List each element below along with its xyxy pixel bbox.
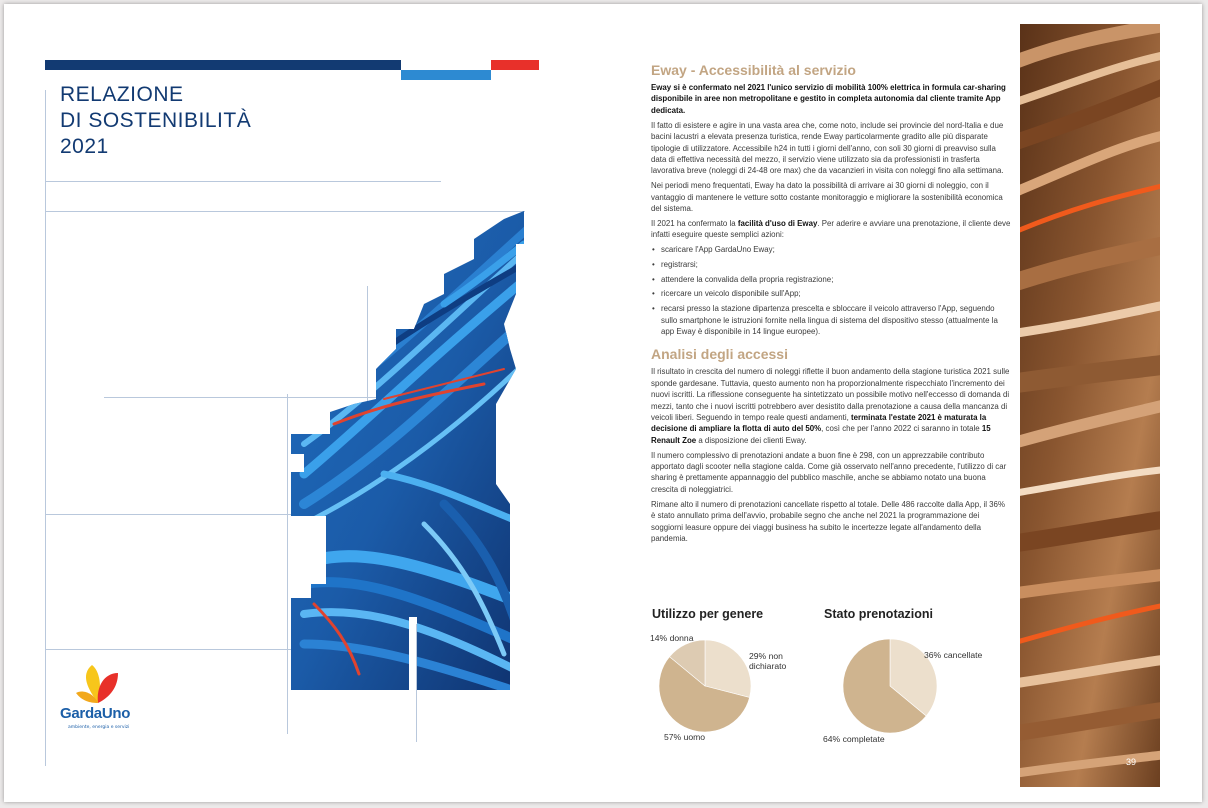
pie-chart-prenotazioni bbox=[843, 639, 937, 733]
steps-list bbox=[651, 244, 1011, 337]
pie-label-non-dichiarato: 29% non dichiarato bbox=[749, 651, 787, 671]
section-heading-accessi: Analisi degli accessi bbox=[651, 346, 788, 363]
paragraph: Nei periodi meno frequentati, Eway ha dato la possibilità di arrivare ai 30 giorni di noleggio, con il vantaggio di mantenere le vetture sotto costante monitoraggio e migliorare la sostenibilità economica del sistema. bbox=[651, 181, 1003, 214]
logo-tagline: ambiente, energia e servizi bbox=[68, 725, 130, 730]
paragraph: Il 2021 ha confermato la facilità d'uso di Eway. Per aderire e avviare una prenotazione, il cliente deve infatti eseguire queste semplici azioni: bbox=[651, 218, 1011, 240]
cover-title-line-3: 2021 bbox=[60, 135, 109, 158]
cover-title-line-1: RELAZIONE bbox=[60, 83, 184, 106]
paragraph: Il numero complessivo di prenotazioni andate a buon fine è 298, con un apprezzabile contributo apportato dagli scooter nella stagione calda. Come già osservato nell'anno precedente, l'utilizzo di car sharing è prettamente appannaggio del pubblico maschile, anche se abbiamo notato una buona crescita di noleggiatrici. bbox=[651, 450, 1007, 494]
cover-title-line-2: DI SOSTENIBILITÀ bbox=[60, 109, 252, 132]
section-heading-eway: Eway - Accessibilità al servizio bbox=[651, 62, 856, 78]
page-number: 39 bbox=[1126, 757, 1137, 767]
list-item: • recarsi presso la stazione dipartenza prescelta e sbloccare il veicolo attraverso l'App, seguendo sullo smartphone le istruzioni fornite nella lingua di sistema del dispositivo stesso (attualmente la app Eway è disponibile in 14 lingue europee). bbox=[651, 303, 1011, 337]
paragraph: Il risultato in crescita del numero di noleggi riflette il buon andamento della stagione turistica 2021 sulle sponde gardesane. Tuttavia, questo aumento non ha proporzionalmente rispecchiato l'incremento dei nuovi iscritti. La riflessione conseguente ha sintetizzato un possibile motivo nell'eccesso di domanda di mezzi, tanto che i nuovi iscritti potrebbero aver desistito dalla prenotazione a causa della mancanza di veicoli liberi. Seguendo in tempo reale questi andamenti, terminata l'estate 2021 è maturata la decisione di ampliare la flotta di auto del 50%, così che per l'anno 2022 ci saranno in totale 15 Renault Zoe a disposizione dei clienti Eway. bbox=[651, 367, 1010, 445]
lake-artwork bbox=[4, 4, 604, 704]
article-column bbox=[651, 62, 1011, 548]
pie-label-uomo: 57% uomo bbox=[664, 732, 706, 742]
lead-paragraph: Eway si è confermato nel 2021 l'unico servizio di mobilità 100% elettrica in formula car-sharing disponibile in aree non metropolitane e gestito in completa autonomia dal cliente tramite App dedicata. bbox=[651, 83, 1006, 115]
chart-title-prenotazioni: Stato prenotazioni bbox=[824, 607, 934, 621]
logo-wordmark: GardaUno bbox=[60, 705, 131, 722]
list-item: • registrarsi; bbox=[651, 259, 1011, 270]
pie-label-cancellate: 36% cancellate bbox=[924, 650, 983, 660]
list-item: • attendere la convalida della propria registrazione; bbox=[651, 274, 1011, 285]
list-item: • ricercare un veicolo disponibile sull'App; bbox=[651, 288, 1011, 299]
list-item: • scaricare l'App GardaUno Eway; bbox=[651, 244, 1011, 255]
paragraph: Rimane alto il numero di prenotazioni cancellate rispetto al totale. Delle 486 raccolte dalla App, il 36% è stato annullato prima dell'avvio, probabile segno che anche nel 2021 la programmazione dei soggiorni leasure oppure dei viaggi business ha subito le incertezze legate all'andamento della pandemia. bbox=[651, 499, 1005, 543]
gardauno-logo-icon bbox=[70, 659, 126, 705]
pie-chart-genere bbox=[659, 640, 751, 732]
document-spread bbox=[4, 4, 1202, 802]
copper-wire-photo bbox=[1020, 24, 1160, 787]
pie-label-completate: 64% completate bbox=[823, 734, 885, 744]
pie-label-donna: 14% donna bbox=[650, 633, 694, 643]
paragraph: Il fatto di esistere e agire in una vasta area che, come noto, include sei provincie del nord-Italia e due bacini lacustri a elevata presenza turistica, rende Eway particolarmente gradito alle più disparate tipologie di utilizzatore. Accessibile h24 in tutti i giorni dell'anno, con soli 30 giorni di preavviso sulla data di effettiva necessità del mezzo, il servizio viene utilizzato sia da professionisti in trasferta lavorativa breve (noleggi di 24-48 ore max) che da vacanzieri in visita con noleggi fino alla settimana. bbox=[651, 120, 1004, 176]
chart-title-genere: Utilizzo per genere bbox=[652, 607, 764, 621]
